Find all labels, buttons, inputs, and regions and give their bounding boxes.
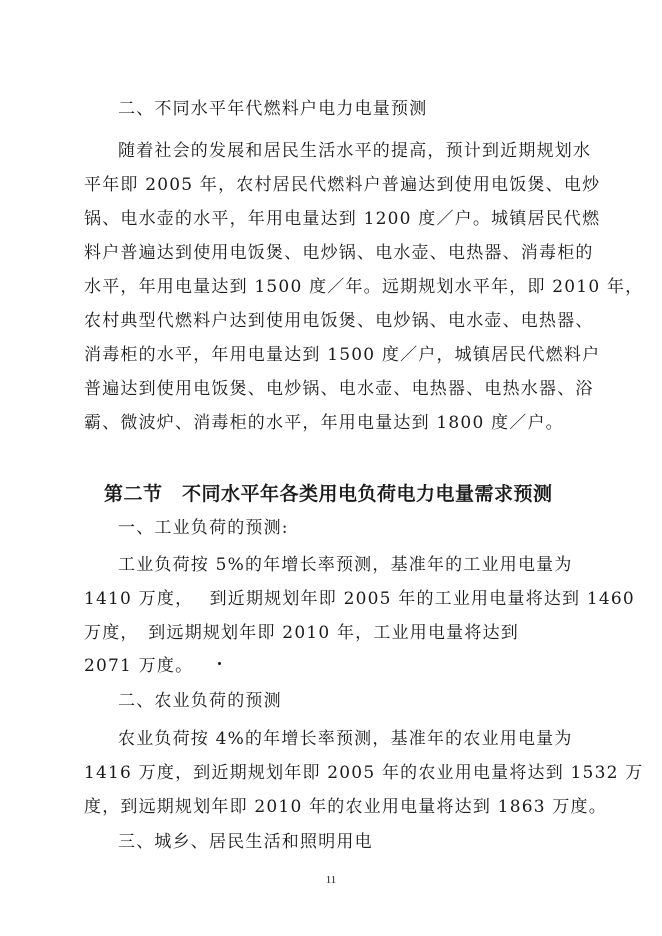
subheading-industry-load: 一、工业负荷的预测: — [118, 518, 289, 538]
paragraph-line: 料户普遍达到使用电饭煲、电炒锅、电水壶、电热器、消毒柜的 — [84, 243, 594, 263]
paragraph-line: 霸、微波炉、消毒柜的水平，年用电量达到 1800 度／户。 — [84, 413, 564, 433]
paragraph-line: 锅、电水壶的水平，年用电量达到 1200 度／户。城镇居民代燃 — [84, 209, 601, 229]
paragraph-line: 1416 万度，到近期规划年即 2005 年的农业用电量将达到 1532 万 — [84, 763, 644, 783]
section-heading: 第二节 不同水平年各类用电负荷电力电量需求预测 — [104, 483, 553, 505]
stray-dot-mark — [218, 662, 221, 665]
paragraph-line: 2071 万度。 — [84, 656, 194, 676]
paragraph-line: 度，到远期规划年即 2010 年的农业用电量将达到 1863 万度。 — [84, 797, 607, 817]
page-number: 11 — [325, 874, 337, 886]
paragraph-line: 农村典型代燃料户达到使用电饭煲、电炒锅、电水壶、电热器、 — [84, 311, 594, 331]
paragraph-line: 普遍达到使用电饭煲、电炒锅、电水壶、电热器、电热水器、浴 — [84, 379, 594, 399]
paragraph-line: 1410 万度， 到近期规划年即 2005 年的工业用电量将达到 1460 — [84, 589, 635, 609]
paragraph-line: 随着社会的发展和居民生活水平的提高，预计到近期规划水 — [118, 141, 592, 161]
subheading-fuel-household-forecast: 二、不同水平年代燃料户电力电量预测 — [118, 99, 428, 119]
paragraph-line: 消毒柜的水平，年用电量达到 1500 度／户，城镇居民代燃料户 — [84, 345, 601, 365]
subheading-residential-lighting: 三、城乡、居民生活和照明用电 — [118, 832, 373, 852]
paragraph-line: 农业负荷按 4%的年增长率预测，基准年的农业用电量为 — [118, 729, 573, 749]
paragraph-line: 水平，年用电量达到 1500 度／年。远期规划水平年，即 2010 年， — [84, 277, 644, 297]
paragraph-line: 平年即 2005 年，农村居民代燃料户普遍达到使用电饭煲、电炒 — [84, 175, 601, 195]
paragraph-line: 万度， 到远期规划年即 2010 年，工业用电量将达到 — [84, 623, 519, 643]
paragraph-line: 工业负荷按 5%的年增长率预测，基准年的工业用电量为 — [118, 555, 573, 575]
subheading-agriculture-load: 二、农业负荷的预测 — [118, 691, 282, 711]
